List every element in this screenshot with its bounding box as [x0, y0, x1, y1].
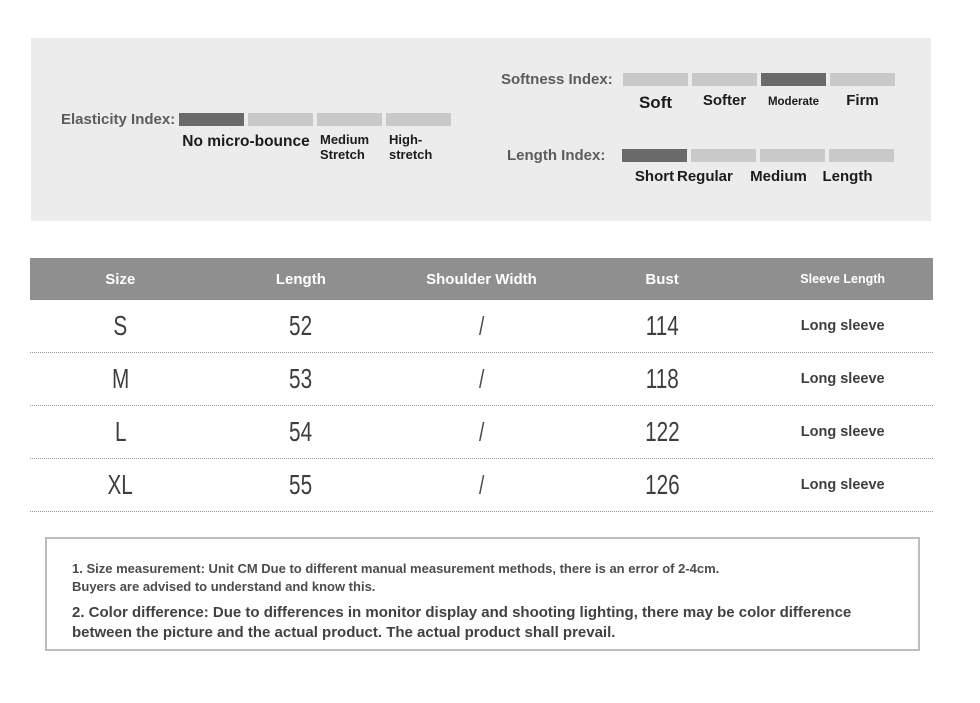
elasticity-index-bar — [179, 113, 451, 126]
index-segment — [829, 149, 894, 162]
column-header-bust: Bust — [645, 270, 679, 288]
softness-option-label: Firm — [846, 92, 879, 109]
fabric-index-panel — [31, 38, 931, 221]
size-measurement-note: 1. Size measurement: Unit CM Due to different manual measurement methods, there is an error of 2-4cm. Buyers are advised to understand and know this. — [72, 561, 720, 595]
size-cell: XL — [107, 469, 133, 500]
size-cell: S — [113, 310, 128, 341]
size-cell: L — [114, 416, 127, 447]
softness-option-label: Soft — [638, 93, 673, 112]
table-row-l — [30, 406, 933, 459]
length-index-labels — [622, 169, 894, 186]
sleeve-length-cell: Long sleeve — [800, 477, 885, 493]
table-row-xl — [30, 459, 933, 512]
bust-cell: 114 — [645, 310, 679, 341]
softness-index-bar — [623, 73, 895, 86]
sleeve-length-cell: Long sleeve — [800, 424, 885, 440]
softness-index-body — [623, 73, 895, 112]
index-segment — [248, 113, 313, 126]
length-cell: 54 — [289, 416, 313, 447]
softness-index-label: Softness Index: — [501, 71, 613, 88]
measurement-notes-box — [45, 537, 920, 651]
length-index-label: Length Index: — [507, 147, 606, 164]
sleeve-length-cell: Long sleeve — [800, 318, 885, 334]
length-option-label: Length — [822, 168, 873, 185]
length-cell: 55 — [289, 469, 313, 500]
elasticity-index-body — [179, 113, 451, 162]
index-segment — [386, 113, 451, 126]
shoulder-width-cell: / — [478, 416, 485, 447]
softness-option-label: Moderate — [767, 96, 820, 108]
table-row-s — [30, 300, 933, 353]
index-segment — [623, 73, 688, 86]
length-option-label: Regular — [677, 168, 733, 185]
index-segment — [691, 149, 756, 162]
index-segment — [760, 149, 825, 162]
index-segment — [179, 113, 244, 126]
length-option-label: Short — [634, 168, 675, 185]
length-index-bar — [622, 149, 894, 162]
size-cell: M — [111, 363, 129, 394]
index-segment — [761, 73, 826, 86]
bust-cell: 122 — [644, 416, 680, 447]
table-row-m — [30, 353, 933, 406]
color-difference-note: 2. Color difference: Due to differences in monitor display and shooting lighting, there may be color difference between the picture and the actual product. The actual product shall prevail. — [72, 604, 852, 642]
elasticity-index-labels — [179, 133, 451, 162]
elasticity-option-label: No micro-bounce — [182, 133, 310, 150]
length-index-body — [622, 149, 894, 186]
bust-cell: 126 — [644, 469, 680, 500]
shoulder-width-cell: / — [478, 363, 485, 394]
length-cell: 52 — [289, 310, 313, 341]
shoulder-width-cell: / — [478, 469, 485, 500]
length-cell: 53 — [289, 363, 313, 394]
shoulder-width-cell: / — [478, 310, 485, 341]
elasticity-option-label: Medium Stretch — [320, 132, 370, 162]
length-index-row — [507, 149, 894, 186]
bust-cell: 118 — [645, 363, 679, 394]
column-header-shoulder-width: Shoulder Width — [426, 270, 537, 288]
elasticity-index-row — [61, 113, 451, 162]
size-table-header — [30, 258, 933, 300]
column-header-sleeve-length: Sleeve Length — [800, 272, 886, 286]
index-segment — [830, 73, 895, 86]
column-header-size: Size — [105, 270, 136, 288]
softness-index-row — [501, 73, 895, 112]
elasticity-index-label: Elasticity Index: — [61, 111, 176, 128]
softness-option-label: Softer — [702, 92, 747, 109]
index-segment — [317, 113, 382, 126]
length-option-label: Medium — [750, 168, 807, 185]
softness-index-labels — [623, 93, 895, 112]
sleeve-length-cell: Long sleeve — [800, 371, 885, 387]
size-table — [30, 258, 933, 512]
index-segment — [622, 149, 687, 162]
column-header-length: Length — [275, 270, 326, 288]
elasticity-option-label: High- stretch — [389, 132, 433, 162]
index-segment — [692, 73, 757, 86]
